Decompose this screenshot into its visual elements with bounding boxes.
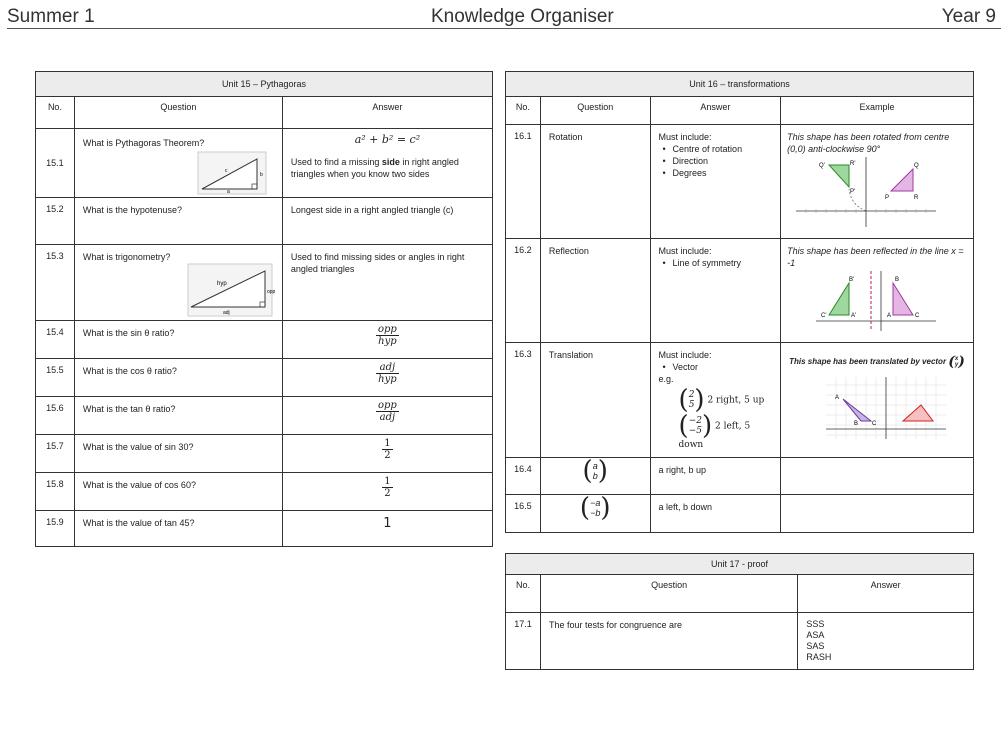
fraction-denominator: adj — [379, 412, 396, 423]
vector-bottom: b — [592, 471, 598, 481]
table-row — [36, 397, 493, 435]
row-number: 16.3 — [506, 343, 541, 458]
list-item: • Line of symmetry — [673, 257, 773, 269]
col-question: Question — [74, 97, 282, 129]
must-include: Must include: — [658, 350, 712, 360]
answer-fraction — [376, 362, 399, 385]
col-example: Example — [781, 97, 974, 125]
answer-text: Longest side in a right angled triangle (c) — [290, 205, 454, 215]
fraction-numerator: 1 — [384, 476, 391, 487]
table-row — [36, 435, 493, 473]
rot-r: R — [914, 195, 919, 201]
unit15-table — [35, 71, 493, 547]
rotation-diagram — [791, 155, 941, 229]
table-row — [36, 359, 493, 397]
table-row — [36, 473, 493, 511]
question-text: What is Pythagoras Theorem? — [82, 138, 205, 148]
rot-r-prime: R' — [850, 161, 856, 167]
question-cell — [74, 129, 282, 198]
col-answer: Answer — [282, 97, 492, 129]
answer-fraction — [376, 324, 399, 347]
table-row — [36, 511, 493, 547]
fraction-numerator: 1 — [384, 438, 391, 449]
list-item: ASA — [806, 630, 825, 640]
question-text: What is the value of tan 45? — [82, 518, 195, 528]
hyp-label: hyp — [216, 281, 227, 287]
row-number: 15.3 — [36, 245, 75, 321]
opp-label: opp — [266, 289, 276, 295]
vector-top: −2 — [688, 416, 702, 426]
fraction-numerator: adj — [376, 362, 399, 374]
list-item: • Direction — [673, 155, 773, 167]
list-item: RASH — [806, 652, 832, 662]
question-text: Rotation — [548, 132, 583, 142]
rot-q-prime: Q' — [819, 163, 825, 169]
pythagoras-formula: a² + b² = c² — [354, 133, 421, 146]
row-number: 16.4 — [506, 458, 541, 495]
header-rule — [7, 28, 1001, 29]
side-c-label: c — [224, 168, 228, 174]
col-no: No. — [36, 97, 75, 129]
answer-cell — [282, 129, 492, 198]
row-number: 16.5 — [506, 495, 541, 533]
header-right: Year 9 — [941, 6, 996, 27]
vector-bottom: −5 — [688, 426, 702, 436]
table-row: 16.4 (a b) a right, b up — [506, 458, 974, 495]
fraction-denominator: hyp — [378, 336, 397, 347]
col-question: Question — [540, 97, 650, 125]
vector-top: 2 — [688, 390, 695, 400]
row-number: 15.6 — [36, 397, 75, 435]
row-number: 15.5 — [36, 359, 75, 397]
tr-a: A — [835, 395, 840, 401]
table-row: 16.5 (−a −b) a left, b down — [506, 495, 974, 533]
vector-top: −a — [590, 498, 601, 508]
fraction-denominator: 2 — [384, 450, 391, 461]
table-row — [36, 245, 493, 321]
question-text: Translation — [548, 350, 594, 360]
row-number: 17.1 — [506, 613, 541, 670]
row-number: 16.2 — [506, 239, 541, 343]
answer-text: a right, b up — [658, 465, 707, 475]
list-item: • Degrees — [673, 167, 773, 179]
header-left: Summer 1 — [7, 6, 95, 27]
must-include: Must include: — [658, 246, 712, 256]
table-row — [506, 239, 974, 343]
row-number: 15.2 — [36, 198, 75, 245]
list-item: • Vector — [673, 361, 773, 373]
question-text: Reflection — [548, 246, 589, 256]
unit16-table — [505, 71, 974, 533]
col-no: No. — [506, 97, 541, 125]
table-row — [506, 125, 974, 239]
vector-label: 2 right, 5 up — [707, 395, 765, 406]
ref-a-prime: A' — [851, 313, 857, 319]
list-item: • Centre of rotation — [673, 143, 773, 155]
ref-c-prime: C' — [821, 313, 827, 319]
tr-b: B — [854, 421, 859, 427]
vector-label: 2 left, 5 down — [678, 421, 751, 450]
question-text: What is the tan θ ratio? — [82, 404, 176, 414]
question-text: What is the hypotenuse? — [82, 205, 182, 215]
side-b-label: b — [259, 172, 263, 178]
table-row — [506, 613, 974, 670]
question-text: What is the cos θ ratio? — [82, 366, 177, 376]
translation-diagram — [821, 375, 951, 441]
rot-q: Q — [914, 163, 919, 169]
trig-triangle — [187, 263, 276, 317]
rot-p: P — [885, 195, 890, 201]
adj-label: adj — [222, 310, 230, 316]
question-text: What is trigonometry? — [82, 252, 171, 262]
answer-text: a left, b down — [658, 502, 713, 512]
ref-b: B — [895, 277, 900, 283]
list-item: SSS — [806, 619, 825, 629]
col-answer: Answer — [798, 575, 974, 613]
side-a-label: a — [226, 189, 230, 195]
answer-emphasis: side — [381, 157, 400, 167]
question-text: What is the sin θ ratio? — [82, 328, 175, 338]
row-number: 15.4 — [36, 321, 75, 359]
fraction-numerator: opp — [378, 324, 397, 335]
example-text: This shape has been rotated from centre (0,0) anti-clockwise 90° — [787, 132, 950, 154]
fraction-denominator: 2 — [384, 488, 391, 499]
header-title: Knowledge Organiser — [431, 6, 614, 27]
reflection-diagram — [811, 269, 941, 333]
row-number: 15.7 — [36, 435, 75, 473]
row-number: 15.8 — [36, 473, 75, 511]
table-row: 16.3 Translation Must include: • Vector e.g. (2 5) 2 right, 5 up (−2 −5) 2 left, 5 down This shape has been translated by vector (x y) A B C — [506, 343, 974, 458]
must-include: Must include: — [658, 132, 712, 142]
question-cell — [74, 245, 282, 321]
unit17-title: Unit 17 - proof — [506, 554, 974, 575]
answer-fraction — [376, 400, 399, 423]
answer-text: 1 — [383, 516, 392, 531]
example-text: This shape has been reflected in the line x = -1 — [787, 246, 964, 268]
col-no: No. — [506, 575, 541, 613]
ref-b-prime: B' — [849, 277, 855, 283]
fraction-numerator: opp — [378, 400, 397, 411]
answer-text: Used to find missing sides or angles in right angled triangles — [290, 252, 465, 274]
vector-top: a — [592, 461, 598, 471]
row-number: 15.1 — [36, 129, 75, 198]
tr-c: C — [872, 421, 877, 427]
example-text: This shape has been translated by vector — [789, 357, 947, 367]
fraction-denominator: hyp — [378, 374, 397, 385]
eg-label: e.g. — [658, 374, 674, 384]
list-item: SAS — [806, 641, 825, 651]
question-text: The four tests for congruence are — [548, 620, 683, 630]
col-question: Question — [540, 575, 797, 613]
unit16-title: Unit 16 – transformations — [506, 72, 974, 97]
question-text: What is the value of sin 30? — [82, 442, 194, 452]
table-row — [36, 198, 493, 245]
question-text: What is the value of cos 60? — [82, 480, 196, 490]
row-number: 15.9 — [36, 511, 75, 547]
vector-bottom: −b — [590, 508, 601, 518]
pythagoras-triangle — [197, 151, 267, 195]
answer-fraction — [382, 476, 392, 499]
answer-fraction — [382, 438, 392, 461]
unit17-table — [505, 553, 974, 670]
ref-c: C — [915, 313, 920, 319]
vector-bottom: 5 — [688, 400, 695, 410]
ref-a: A — [887, 313, 892, 319]
row-number: 16.1 — [506, 125, 541, 239]
col-answer: Answer — [650, 97, 781, 125]
table-row — [36, 321, 493, 359]
table-row — [36, 129, 493, 198]
rot-p-prime: P' — [850, 189, 856, 195]
unit15-title: Unit 15 – Pythagoras — [36, 72, 493, 97]
answer-text: Used to find a missing side in right angled triangles when you know two sides — [290, 157, 459, 179]
